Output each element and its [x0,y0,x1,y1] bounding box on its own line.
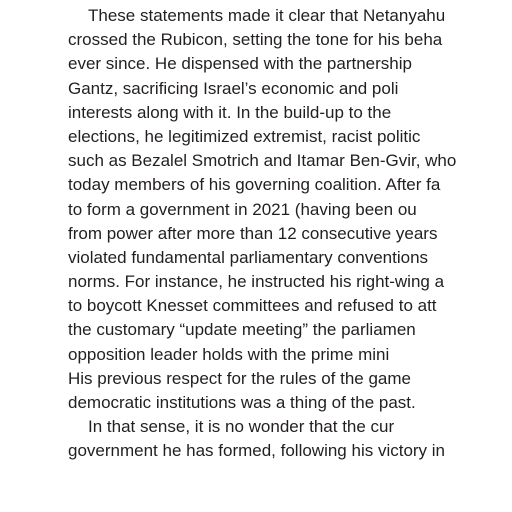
right-line: interests along with it. In the build-up to the [68,102,392,122]
right-line: Gantz, sacrificing Israel’s economic and poli [68,78,399,98]
right-line: the customary “update meeting” the parliamen [68,320,416,340]
right-line: violated fundamental parliamentary conventions [68,247,429,267]
paragraph-first-line: These statements made it clear that Netanyahu [88,6,446,25]
right-line: to boycott Knesset committees and refused to att [68,296,437,316]
right-line: democratic institutions was a thing of the past. [68,393,416,412]
right-column-lines [68,4,512,464]
right-line: crossed the Rubicon, setting the tone for his beha [68,30,443,50]
right-line: ever since. He dispensed with the partnership [68,54,412,74]
right-line: opposition leader holds with the prime mini [68,344,390,364]
right-line: elections, he legitimized extremist, racist politic [68,126,421,146]
right-line: norms. For instance, he instructed his right-wing a [68,272,445,292]
right-line: today members of his governing coalition. After fa [68,175,441,195]
right-line: His previous respect for the rules of the game [68,368,411,388]
paragraph-first-line: In that sense, it is no wonder that the cur [88,417,395,437]
right-line: to form a government in 2021 (having been ou [68,199,417,219]
right-line: government he has formed, following his victory in [68,441,446,461]
right-line: from power after more than 12 consecutive years [68,223,438,243]
right-line: such as Bezalel Smotrich and Itamar Ben-Gvir, who [68,151,457,171]
